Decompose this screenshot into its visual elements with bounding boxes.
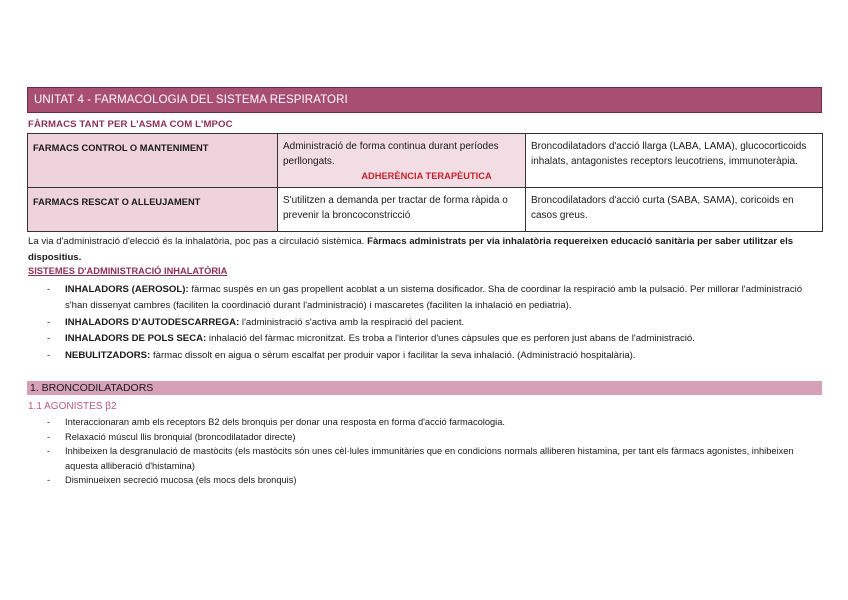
list-item-term: INHALADORS (AEROSOL): (65, 284, 189, 295)
dash-marker: - (47, 349, 51, 361)
unit-header: UNITAT 4 - FARMACOLOGIA DEL SISTEMA RESPIRATORI (27, 87, 822, 113)
dash-marker: - (47, 316, 51, 328)
list-item (47, 473, 817, 488)
paragraph-bold-text: Fàrmacs administrats per via inhalatòria requereixen educació sanitària per saber utilitzar els dispositius. (28, 236, 794, 263)
list-item-term: NEBULITZADORS: (65, 349, 151, 361)
dash-marker: - (47, 417, 51, 427)
section-header-bronchodilators: 1. BRONCODILATADORS (27, 381, 822, 395)
list-item (47, 348, 817, 364)
list-item-term: INHALADORS DE POLS SECA: (65, 333, 207, 344)
table-cell-description: S'utilitzen a demanda per tractar de forma ràpida o prevenir la broncoconstricció (278, 188, 526, 232)
list-item-term: INHALADORS D'AUTODESCARREGA: (65, 316, 240, 328)
table-row-label: FARMACS CONTROL O MANTENIMENT (28, 134, 278, 188)
table-row (28, 188, 823, 232)
table-row-label: FARMACS RESCAT O ALLEUJAMENT (28, 188, 278, 232)
systems-title: SISTEMES D'ADMINISTRACIÓ INHALATÒRIA (28, 266, 228, 276)
therapeutic-adherence-label: ADHERÈNCIA TERAPÈUTICA (361, 171, 492, 181)
dash-marker: - (47, 284, 51, 295)
list-item-text: fàrmac dissolt en aigua o sèrum escalfat per produir vapor i facilitar la seva inhalació. (Administració hospitalària). (150, 349, 636, 361)
list-item (47, 315, 817, 331)
list-item (47, 444, 817, 473)
table-cell-drugs: Broncodilatadors d'acció llarga (LABA, LAMA), glucocorticoids inhalats, antagonistes receptors leucotriens, immunoteràpia. (526, 134, 823, 188)
list-item-text: Interaccionaran amb els receptors B2 dels bronquis per donar una resposta en forma d'acció farmacologia. (65, 417, 506, 427)
agonists-list (47, 415, 817, 488)
table-row (28, 134, 823, 188)
list-item-text: Inhibeixen la desgranulació de mastòcits (els mastòcits són unes cèl·lules immunitàries que en condicions normals alliberen histamina, per tant els fàrmacs agonistes, inhibeixen aquesta alliberació d'histamina) (65, 446, 794, 471)
paragraph-text: La via d'administració d'elecció és la inhalatòria, poc pas a circulació sistèmica. (28, 236, 368, 247)
list-item (47, 282, 817, 314)
systems-list (47, 282, 817, 364)
section-subtitle: FÀRMACS TANT PER L'ASMA COM L'MPOC (28, 119, 233, 130)
cell-text: Administració de forma continua durant períodes perllongats. (283, 141, 499, 167)
inhalation-paragraph (28, 234, 828, 266)
list-item (47, 415, 817, 430)
list-item-text: inhalació del fàrmac micronitzat. Es troba a l'interior d'unes càpsules que es perforen just abans de l'administració. (206, 333, 695, 344)
list-item (47, 331, 817, 347)
dash-marker: - (47, 446, 51, 456)
dash-marker: - (47, 333, 51, 344)
list-item-text: Disminueixen secreció mucosa (els mocs dels bronquis) (65, 475, 297, 485)
dash-marker: - (47, 475, 51, 485)
table-cell-description (278, 134, 526, 188)
list-item (47, 430, 817, 445)
table-cell-drugs: Broncodilatadors d'acció curta (SABA, SAMA), coricoids en casos greus. (526, 188, 823, 232)
list-item-text: fàrmac suspès en un gas propellent acoblat a un sistema dosificador. Sha de coordinar la respiració amb la pulsació. Per millorar l'administració s'han dissenyat cambres (faciliten la coordinació durant l'administració) i mascaretes (faciliten la inhalació en pediatria). (65, 284, 803, 311)
subsection-header-agonists: 1.1 AGONISTES β2 (28, 401, 117, 412)
list-item-text: Relaxació múscul llis bronquial (broncodilatador directe) (65, 431, 296, 442)
list-item-text: l'administració s'activa amb la respiració del pacient. (239, 316, 465, 328)
drug-types-table (27, 133, 823, 232)
dash-marker: - (47, 431, 51, 442)
